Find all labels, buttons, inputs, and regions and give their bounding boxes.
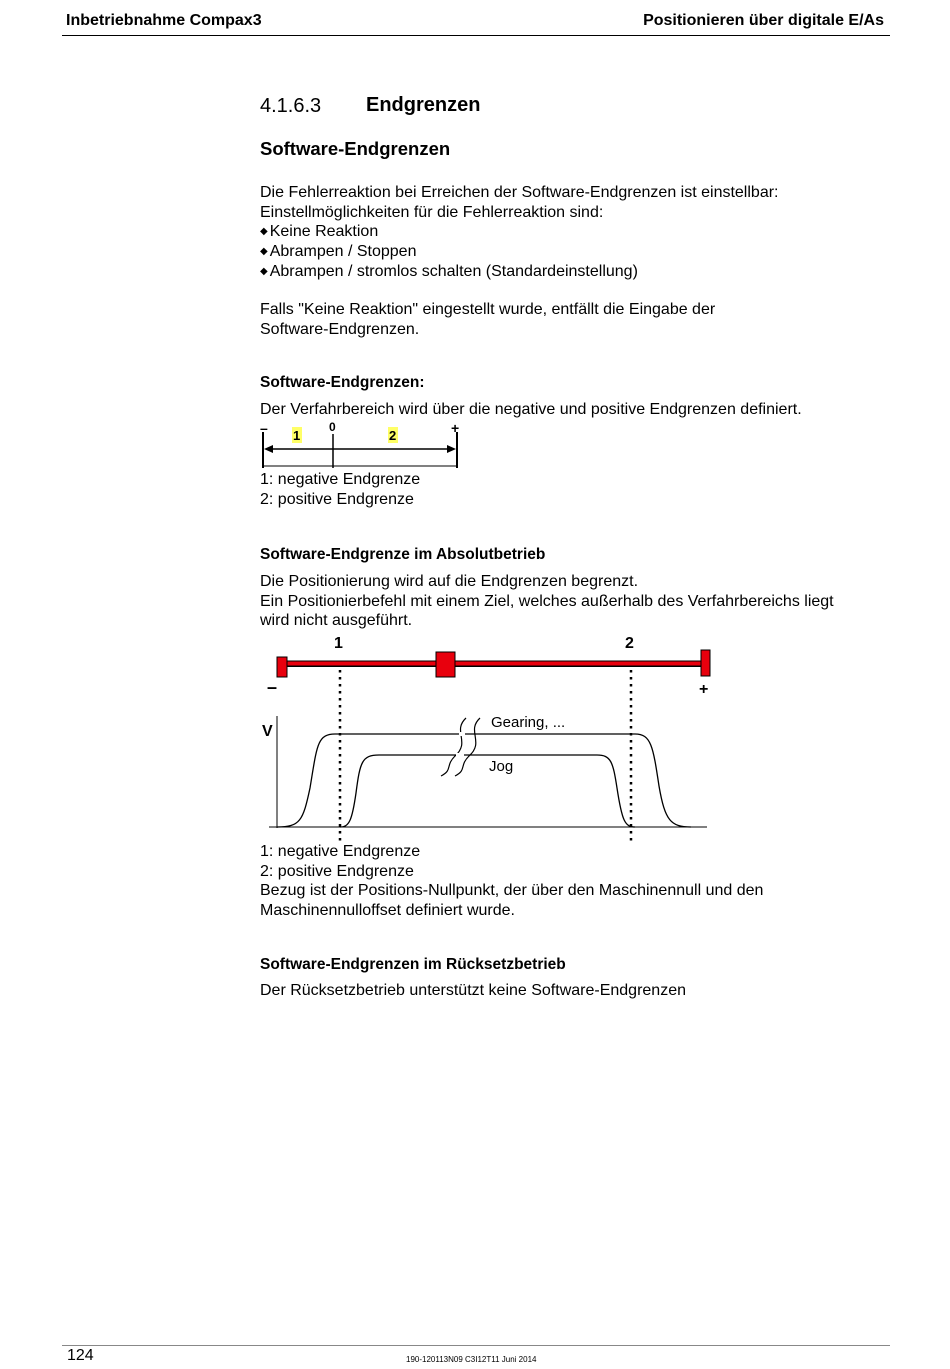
diamond-bullet-icon: ◆: [260, 246, 268, 258]
absolute-label-2: 2: [625, 635, 634, 652]
header-left-title: Inbetriebnahme Compax3: [66, 12, 262, 29]
range-heading: Software-Endgrenzen:: [260, 374, 425, 391]
velocity-axis-label: V: [262, 723, 273, 740]
absolute-label-1: 1: [334, 635, 343, 652]
jog-label: Jog: [489, 758, 514, 775]
range-right-arrowhead: [447, 445, 456, 453]
absolute-minus-label: –: [267, 677, 278, 697]
range-label-2: 2: [389, 428, 397, 443]
right-endstop-block: [701, 650, 710, 676]
reset-text: Der Rücksetzbetrieb unterstützt keine Software-Endgrenzen: [260, 982, 686, 999]
absolute-heading: Software-Endgrenze im Absolutbetrieb: [260, 546, 546, 563]
section-number: 4.1.6.3: [260, 95, 322, 117]
range-legend-1: 1: negative Endgrenze: [260, 471, 421, 488]
footer-rule: [62, 1345, 890, 1346]
subsection-title: Software-Endgrenzen: [260, 138, 451, 159]
break-mark-2: [455, 718, 480, 776]
absolute-legend: [260, 842, 900, 921]
range-label-1: 1: [293, 428, 301, 443]
absolute-plus-label: +: [699, 681, 709, 698]
bullet-item: ◆ Abrampen / Stoppen: [260, 243, 417, 261]
left-endstop-block: [277, 657, 287, 677]
range-text: Der Verfahrbereich wird über die negative und positive Endgrenzen definiert.: [260, 401, 802, 418]
note-line-2: Software-Endgrenzen.: [260, 320, 420, 338]
range-legend-2: 2: positive Endgrenze: [260, 490, 414, 508]
absolute-paragraph: [260, 572, 900, 631]
section-title: Endgrenzen: [366, 94, 481, 116]
diamond-bullet-icon: ◆: [260, 226, 268, 238]
header-right-title: Positionieren über digitale E/As: [643, 12, 884, 29]
range-legend: [260, 470, 900, 509]
jog-curve: [340, 755, 635, 827]
carriage-block: [436, 652, 455, 677]
intro-line-2: Einstellmöglichkeiten für die Fehlerreaktion sind:: [260, 203, 604, 221]
range-zero-label: 0: [329, 420, 336, 434]
document-id: 190-120113N09 C3I12T11 Juni 2014: [406, 1355, 537, 1364]
reset-heading: Software-Endgrenzen im Rücksetzbetrieb: [260, 956, 566, 973]
diamond-bullet-icon: ◆: [260, 265, 268, 277]
absolute-ref-1: Bezug ist der Positions-Nullpunkt, der über den Maschinennull und den: [260, 882, 764, 900]
range-plus-label: +: [451, 420, 460, 436]
bullet-item: ◆ Abrampen / stromlos schalten (Standardeinstellung): [260, 262, 638, 280]
absolute-line-3: wird nicht ausgeführt.: [260, 612, 413, 630]
header-rule: [62, 35, 890, 36]
absolute-diagram: [255, 628, 725, 846]
note-paragraph: [260, 300, 900, 339]
range-left-arrowhead: [264, 445, 273, 453]
note-line-1: Falls "Keine Reaktion" eingestellt wurde, entfällt die Eingabe der: [260, 301, 716, 318]
bullet-item: ◆ Keine Reaktion: [260, 223, 379, 241]
page-number: 124: [67, 1347, 94, 1364]
range-diagram: [255, 418, 470, 473]
intro-line-1: Die Fehlerreaktion bei Erreichen der Software-Endgrenzen ist einstellbar:: [260, 184, 779, 201]
absolute-ref-2: Maschinennulloffset definiert wurde.: [260, 902, 515, 920]
axis-rail: [287, 661, 705, 666]
absolute-legend-1: 1: negative Endgrenze: [260, 843, 421, 860]
intro-paragraph: [260, 183, 900, 282]
gearing-label: Gearing, ...: [491, 714, 566, 731]
absolute-legend-2: 2: positive Endgrenze: [260, 862, 414, 880]
range-minus-label: –: [260, 420, 268, 436]
absolute-line-1: Die Positionierung wird auf die Endgrenzen begrenzt.: [260, 573, 639, 590]
absolute-line-2: Ein Positionierbefehl mit einem Ziel, welches außerhalb des Verfahrbereichs liegt: [260, 592, 834, 610]
